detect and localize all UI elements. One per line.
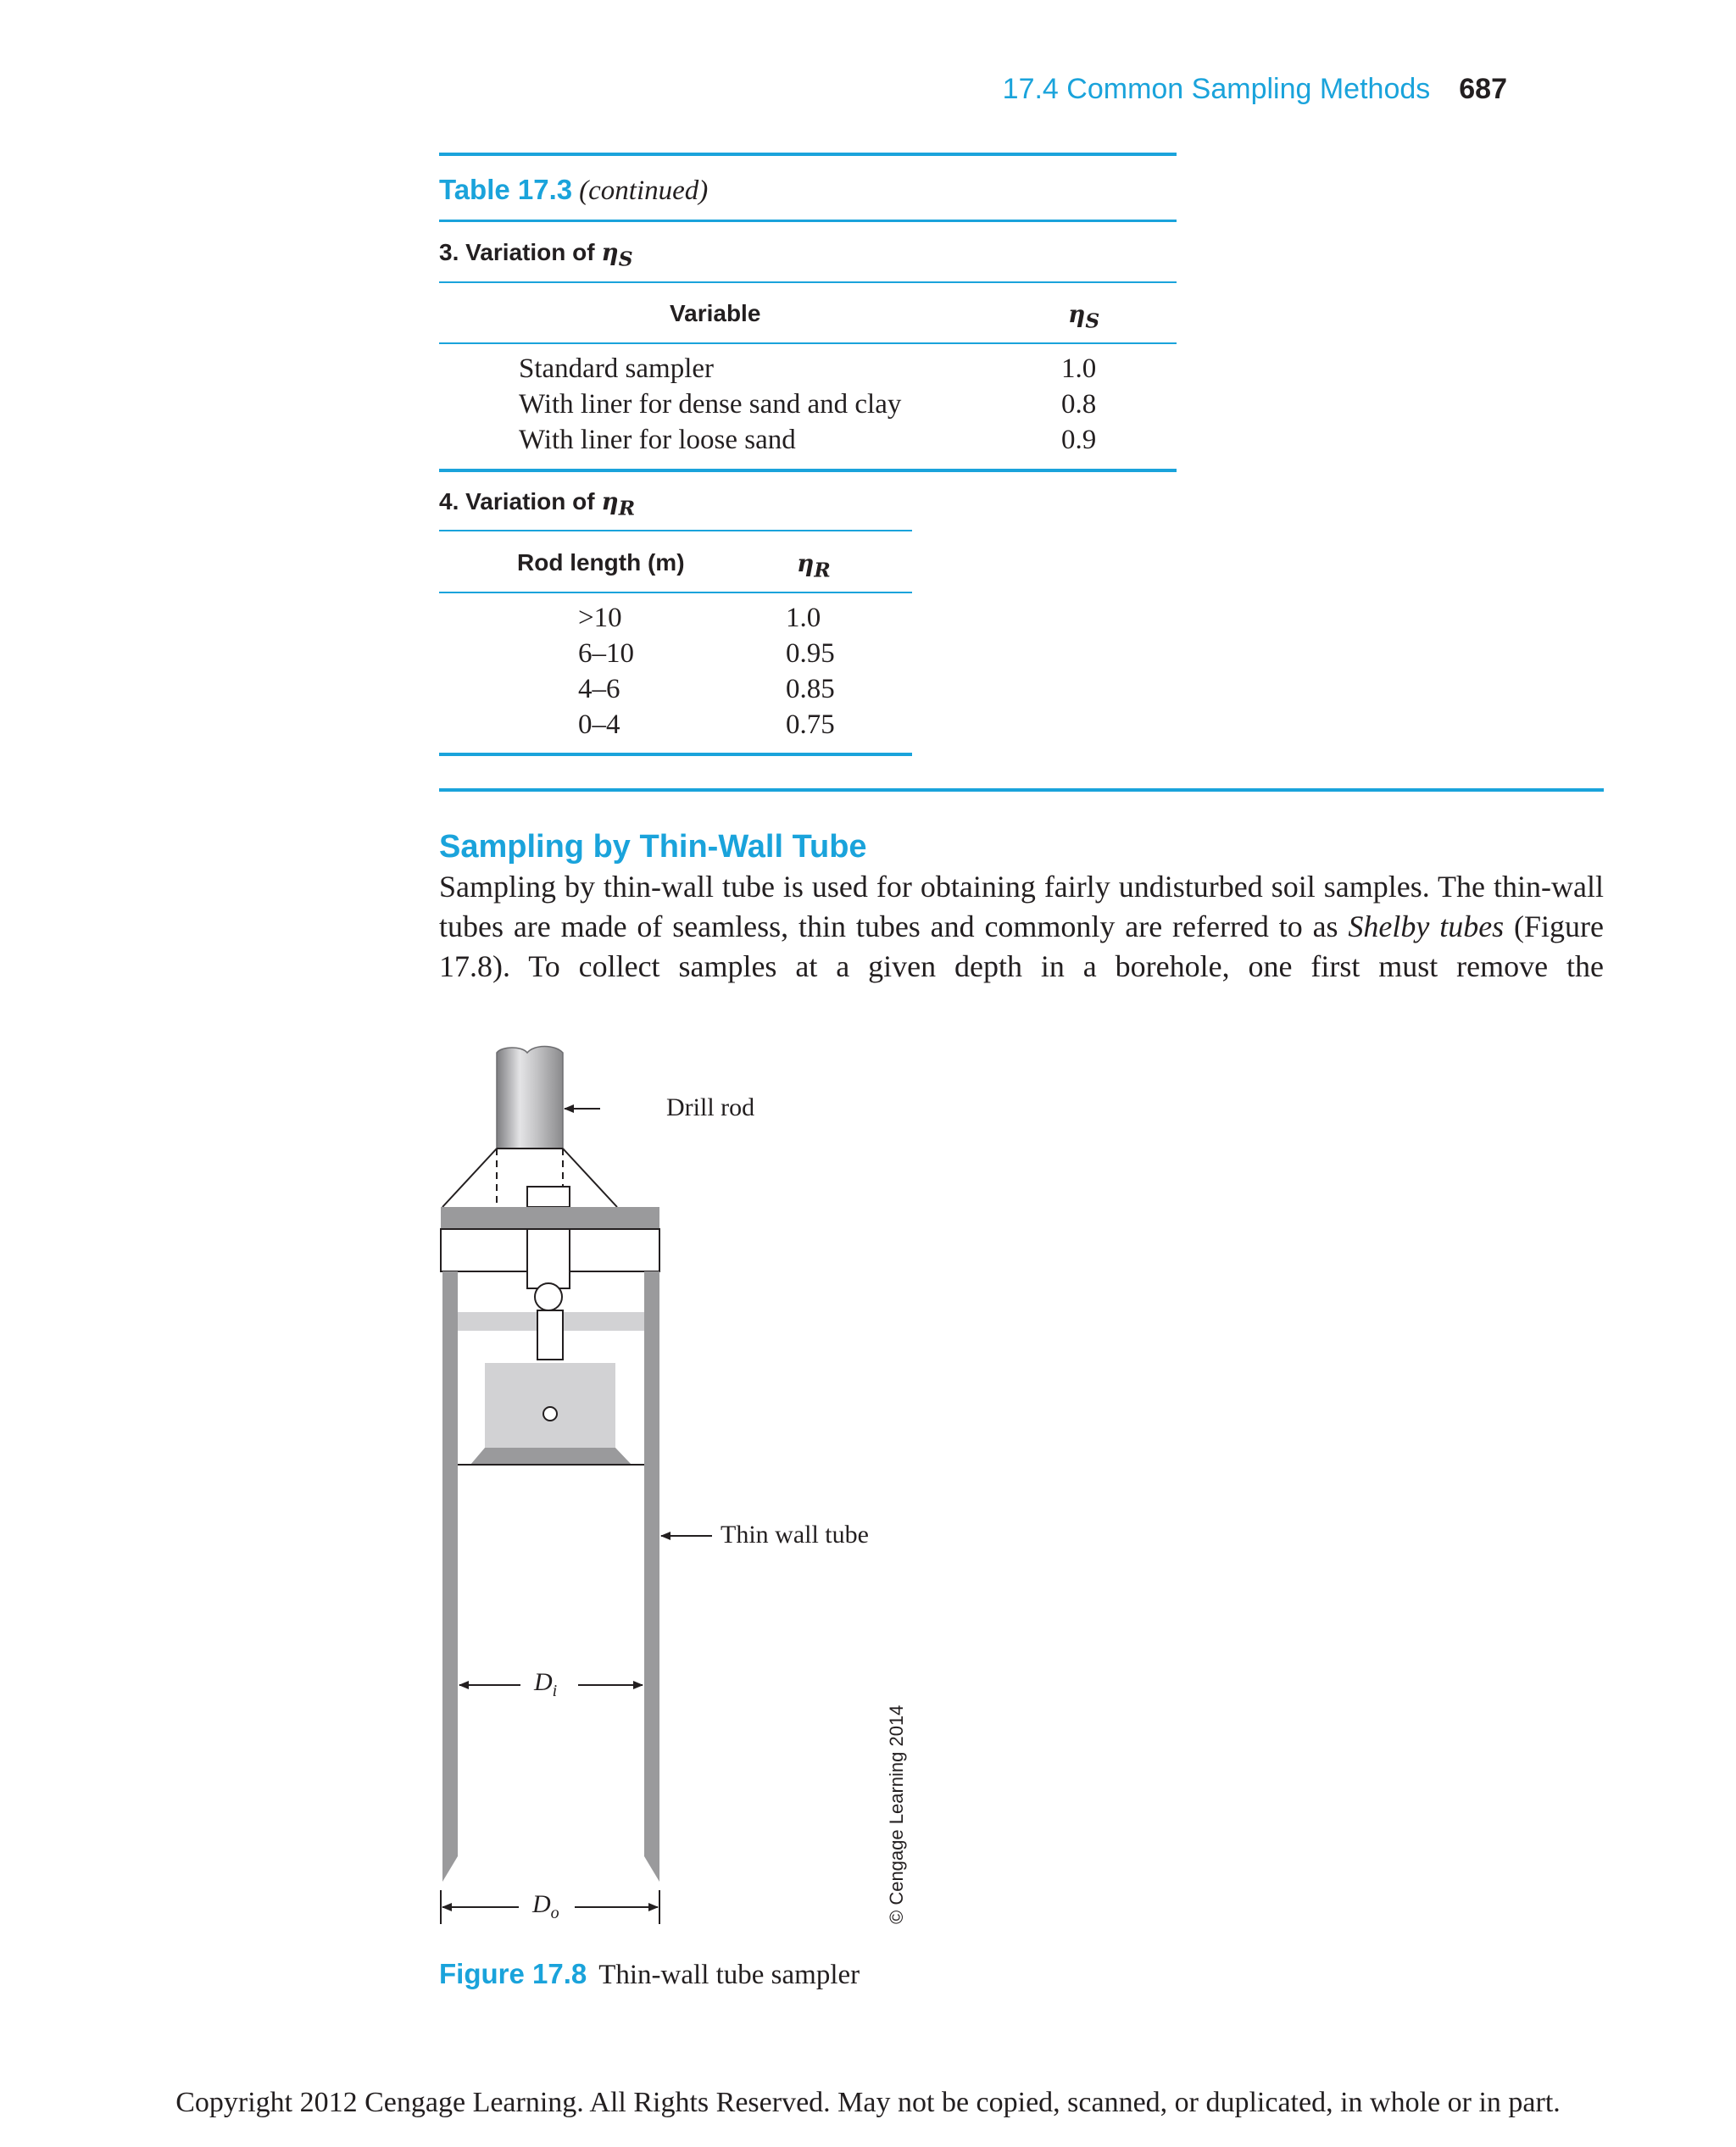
part3-header-rule — [439, 342, 1177, 344]
running-head-section: 17.4 Common Sampling Methods — [1002, 73, 1431, 105]
part3-rows — [519, 351, 1112, 458]
row-variable: With liner for loose sand — [519, 425, 796, 455]
tube-wall-left — [442, 1271, 458, 1882]
part3-heading: 3. Variation of $\eta_S$ — [439, 238, 633, 271]
figure-thin-wall-tube-sampler — [424, 1043, 932, 1941]
figure-caption-text: Thin-wall tube sampler — [598, 1960, 860, 1990]
valve-stem — [527, 1229, 570, 1288]
row-value: 0.9 — [1061, 425, 1097, 455]
sampler-head — [442, 1149, 617, 1207]
table-title — [439, 174, 708, 207]
table-row — [578, 671, 883, 707]
table-label: Table 17.3 — [439, 174, 573, 205]
figure-caption — [439, 1958, 860, 1991]
section-heading: Sampling by Thin-Wall Tube — [439, 829, 867, 865]
part3-bottom-rule — [439, 469, 1177, 472]
figure-caption-label: Figure 17.8 — [439, 1958, 587, 1989]
row-value: 0.8 — [1061, 389, 1097, 420]
table-row — [519, 351, 1112, 387]
table-row — [578, 707, 883, 743]
row-value: 1.0 — [786, 603, 821, 633]
row-value: 0.75 — [786, 709, 835, 740]
row-value: 0.95 — [786, 638, 835, 669]
copyright-footer: Copyright 2012 Cengage Learning. All Rights Reserved. May not be copied, scanned, or duplicated, in whole or in part. — [175, 2087, 1561, 2118]
row-value: 1.0 — [1061, 353, 1097, 384]
row-length: 0–4 — [578, 709, 620, 740]
connector-pin — [537, 1310, 563, 1360]
head-plate — [441, 1207, 659, 1229]
row-length: >10 — [578, 603, 622, 633]
eta-symbol: η — [601, 238, 619, 266]
col-head-eta-s: $\eta_S$ — [1068, 300, 1100, 333]
body-paragraph: Sampling by thin-wall tube is used for obtaining fairly undisturbed soil samples. The thin-wall tubes are made of seamless, thin tubes and commonly are referred to as Shelby tubes (Figure 17.8). To collect samples at a given depth in a borehole, one first must remove the — [439, 870, 1604, 983]
table-row — [578, 600, 883, 636]
drill-rod-label: Drill rod — [666, 1093, 755, 1121]
part4-heading: 4. Variation of $\eta_R$ — [439, 487, 636, 520]
piston-block — [485, 1363, 615, 1448]
check-ball — [535, 1283, 562, 1310]
table-top-rule — [439, 153, 1177, 156]
shelby-tubes-term: Shelby tubes — [1348, 909, 1505, 943]
table-row — [519, 387, 1112, 422]
tube-wall-right — [644, 1271, 659, 1882]
part4-rule — [439, 530, 912, 531]
part4-bottom-rule — [439, 753, 912, 756]
figure-credit: © Cengage Learning 2014 — [886, 1705, 907, 1924]
running-head — [1003, 73, 1507, 106]
row-length: 4–6 — [578, 674, 620, 704]
page-number: 687 — [1459, 73, 1507, 105]
table-continued: (continued) — [579, 175, 709, 206]
piston-base — [470, 1448, 632, 1465]
part4-header-rule — [439, 592, 912, 593]
row-variable: With liner for dense sand and clay — [519, 389, 902, 420]
section-divider — [439, 788, 1604, 792]
row-length: 6–10 — [578, 638, 634, 669]
col-head-rod-length: Rod length (m) — [517, 549, 685, 576]
row-value: 0.85 — [786, 674, 835, 704]
col-head-variable: Variable — [670, 300, 761, 326]
do-label: $D_o$ — [532, 1890, 559, 1922]
part3-rule — [439, 281, 1177, 283]
di-label: $D_i$ — [534, 1668, 558, 1700]
part4-rows — [578, 600, 883, 743]
thin-wall-tube-label: Thin wall tube — [721, 1521, 869, 1549]
row-variable: Standard sampler — [519, 353, 715, 384]
table-row — [519, 422, 1112, 458]
drill-rod — [497, 1047, 563, 1149]
col-head-eta-r: $\eta_R$ — [797, 549, 831, 582]
piston-vent-hole — [543, 1407, 557, 1421]
table-title-rule — [439, 220, 1177, 222]
sampler-diagram — [424, 1043, 932, 1941]
table-row — [578, 636, 883, 671]
